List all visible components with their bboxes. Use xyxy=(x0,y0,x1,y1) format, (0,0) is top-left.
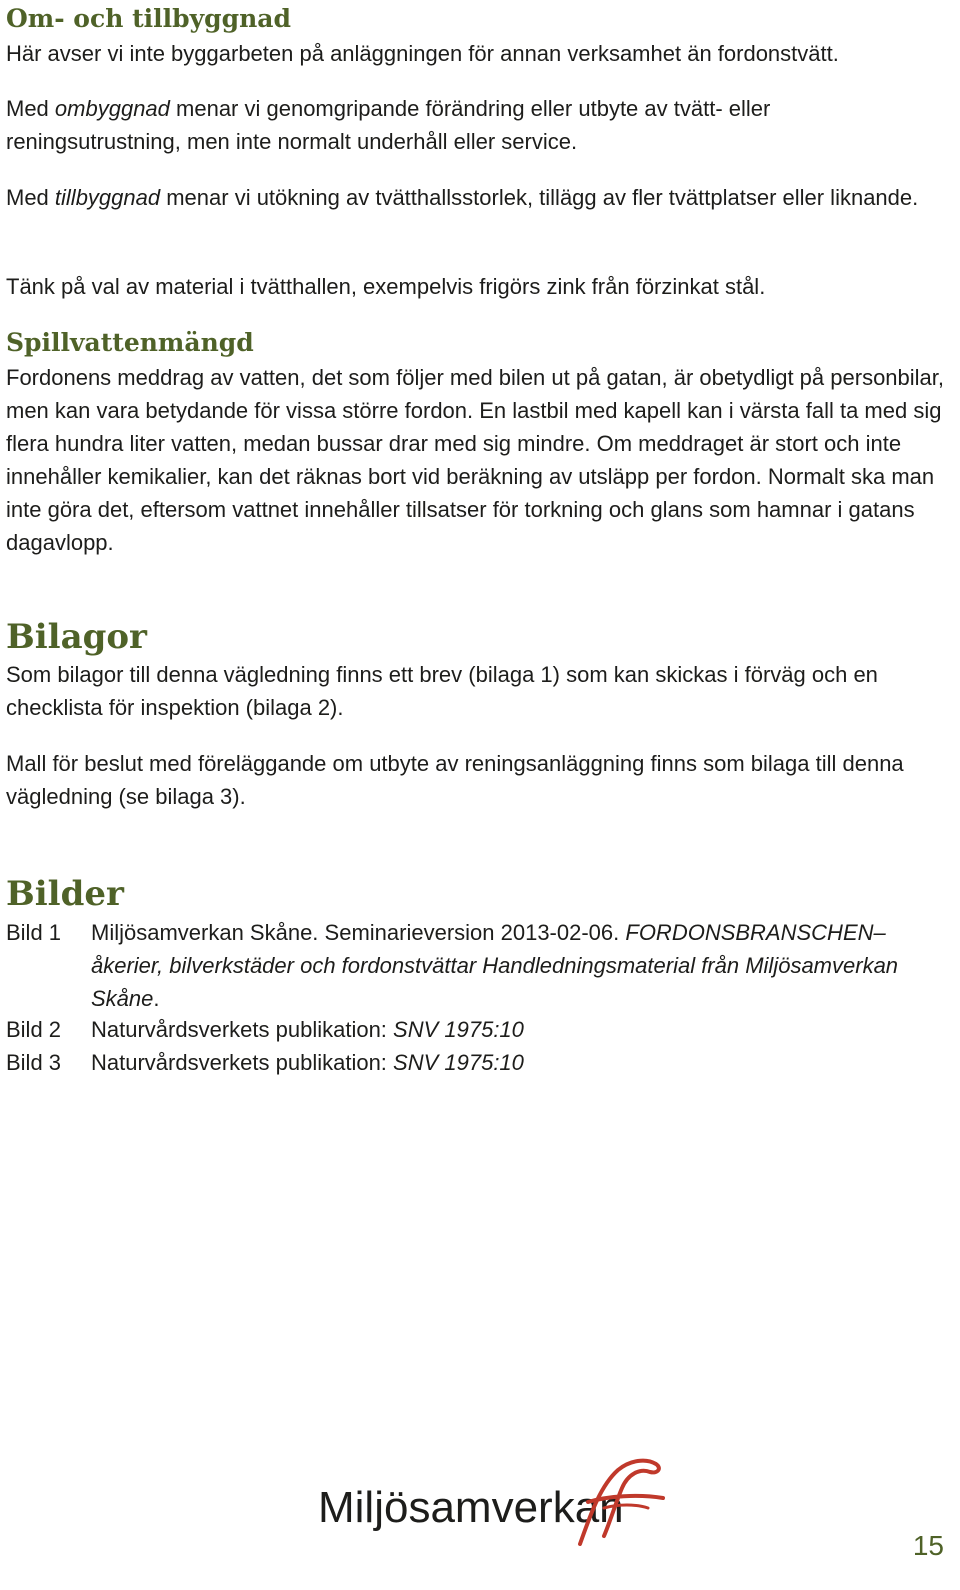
text-rest: menar vi utökning av tvätthallsstorlek, tillägg av fler tvättplatser eller liknande. xyxy=(160,185,919,210)
logo-swash-stroke xyxy=(604,1505,648,1508)
heading-om-och-tillbyggnad: Om- och tillbyggnad xyxy=(6,4,291,33)
paragraph-ombyggnad xyxy=(6,92,926,158)
text-rest: menar vi genomgripande förändring eller utbyte av tvätt- eller reningsutrustning, men inte normalt underhåll eller service. xyxy=(6,96,771,154)
reference-italic: SNV 1975:10 xyxy=(393,1017,524,1042)
paragraph-tillbyggnad xyxy=(6,181,946,214)
reference-plain: Naturvårdsverkets publikation: xyxy=(91,1017,394,1042)
text-prefix: Med xyxy=(6,96,55,121)
logo-text: Miljösamverkan xyxy=(318,1483,624,1532)
reference-suffix: . xyxy=(153,986,160,1011)
paragraph-byggarbeten: Här avser vi inte byggarbeten på anläggningen för annan verksamhet än fordonstvätt. xyxy=(6,41,839,66)
reference-text xyxy=(91,1013,941,1046)
text-prefix: Med xyxy=(6,185,55,210)
term-ombyggnad: ombyggnad xyxy=(54,96,170,121)
heading-bilder: Bilder xyxy=(6,874,124,914)
paragraph-bilagor-2: Mall för beslut med föreläggande om utbyte av reningsanläggning finns som bilaga till denna vägledning (se bilaga 3). xyxy=(6,751,904,809)
heading-spillvattenmangd: Spillvattenmängd xyxy=(6,328,254,357)
paragraph-spillvatten: Fordonens meddrag av vatten, det som följer med bilen ut på gatan, är obetydligt på personbilar, men kan vara betydande för vissa större fordon. En lastbil med kapell kan i värsta fall ta med sig flera hundra liter vatten, medan bussar drar med sig mindre. Om meddraget är stort och inte innehåller kemikalier, kan det räknas bort vid beräkning av utsläpp per fordon. Normalt ska man inte göra det, eftersom vattnet innehåller tillsatser för torkning och glans som hamnar i gatans dagavlopp. xyxy=(6,365,945,555)
reference-text xyxy=(91,1046,941,1079)
reference-italic: SNV 1975:10 xyxy=(393,1050,524,1075)
term-tillbyggnad: tillbyggnad xyxy=(54,185,161,210)
paragraph-material: Tänk på val av material i tvätthallen, exempelvis frigörs zink från förzinkat stål. xyxy=(6,274,766,299)
reference-label: Bild 1 xyxy=(6,920,62,945)
reference-plain: Naturvårdsverkets publikation: xyxy=(91,1050,394,1075)
reference-text xyxy=(91,916,941,1015)
heading-bilagor: Bilagor xyxy=(6,617,147,657)
reference-plain: Miljösamverkan Skåne. Seminarieversion 2013-02-06. xyxy=(91,920,626,945)
miljosamverkan-logo xyxy=(318,1456,688,1546)
paragraph-bilagor-1: Som bilagor till denna vägledning finns ett brev (bilaga 1) som kan skickas i förväg och en checklista för inspektion (bilaga 2). xyxy=(6,662,878,720)
reference-label: Bild 2 xyxy=(6,1017,62,1042)
reference-label: Bild 3 xyxy=(6,1050,62,1075)
reference-italic: FORDONSBRANSCHEN– åkerier, bilverkstäder och fordonstvättar Handledningsmaterial från Miljösamverkan Skåne xyxy=(91,920,899,1011)
page-number: 15 xyxy=(912,1530,944,1561)
